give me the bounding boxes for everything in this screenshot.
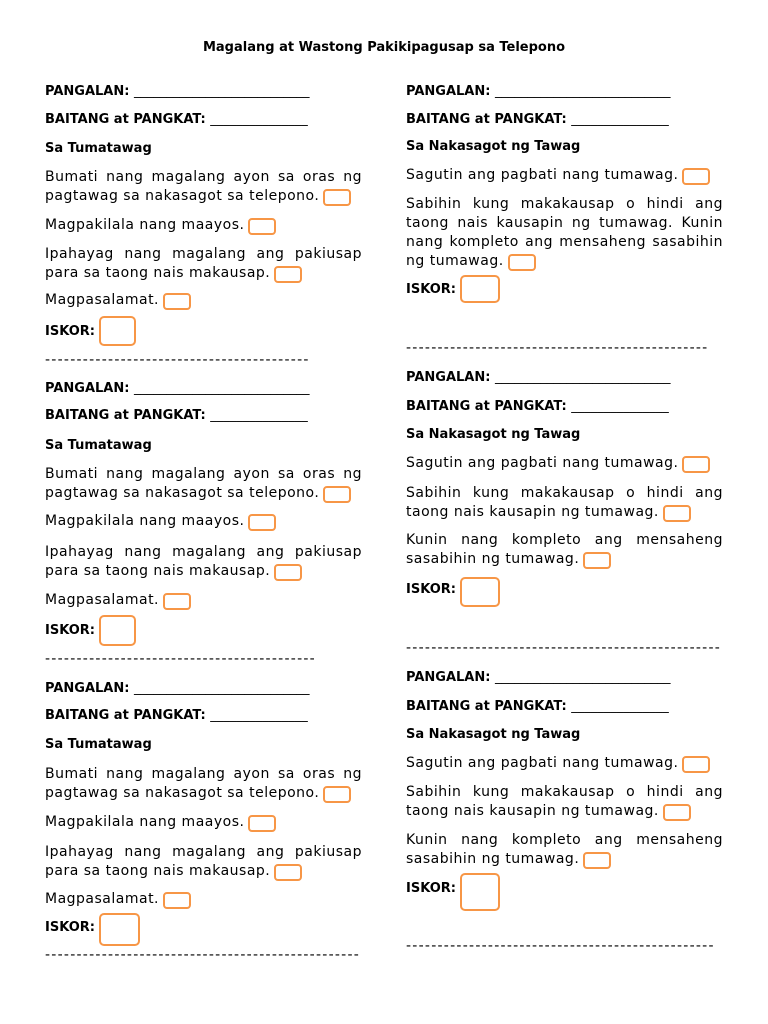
score-box: [460, 577, 500, 607]
check-box: [163, 892, 191, 909]
task-text: Sabihin kung makakausap o hindi ang taong nais kausapin ng tumawag.: [406, 784, 723, 819]
score-box: [460, 275, 500, 303]
grade-section-blank-line: _______________: [210, 408, 308, 423]
grade-section-label: BAITANG at PANGKAT:: [45, 408, 206, 423]
task-item: [45, 813, 362, 832]
name-line: [406, 668, 723, 687]
task-text: Magpasalamat.: [45, 592, 160, 608]
name-label: PANGALAN:: [45, 84, 130, 99]
task-item: [45, 843, 362, 881]
grade-section-label: BAITANG at PANGKAT:: [45, 708, 206, 723]
separator-line: -------------------------------------------------: [406, 938, 715, 954]
score-label: ISKOR:: [406, 282, 456, 297]
check-box: [323, 486, 351, 503]
section-heading: Sa Nakasagot ng Tawag: [406, 139, 581, 154]
task-text: Bumati nang magalang ayon sa oras ng pagtawag sa nakasagot sa telepono.: [45, 169, 362, 204]
score-label: ISKOR:: [406, 582, 456, 597]
name-blank-line: ___________________________: [494, 84, 671, 99]
name-label: PANGALAN:: [45, 381, 130, 396]
task-text: Sagutin ang pagbati nang tumawag.: [406, 167, 679, 183]
check-box: [682, 756, 710, 773]
task-text: Kunin nang kompleto ang mensaheng sasabihin ng tumawag.: [406, 832, 723, 867]
check-box: [663, 804, 691, 821]
task-item: [45, 245, 362, 283]
task-item: [406, 195, 723, 271]
check-box: [682, 456, 710, 473]
grade-section-label: BAITANG at PANGKAT:: [406, 399, 567, 414]
grade-section-line: [45, 706, 362, 725]
name-label: PANGALAN:: [406, 84, 491, 99]
name-label: PANGALAN:: [45, 681, 130, 696]
check-box: [248, 514, 276, 531]
check-box: [274, 266, 302, 283]
task-text: Magpakilala nang maayos.: [45, 513, 245, 529]
score-box: [99, 316, 136, 346]
task-item: [406, 531, 723, 569]
task-item: [45, 543, 362, 581]
check-box: [508, 254, 536, 271]
name-blank-line: ___________________________: [133, 681, 310, 696]
name-blank-line: ___________________________: [494, 670, 671, 685]
task-text: Ipahayag nang magalang ang pakiusap para sa taong nais makausap.: [45, 844, 362, 879]
task-item: [406, 754, 723, 773]
task-item: [406, 484, 723, 522]
task-text: Sabihin kung makakausap o hindi ang taong nais kausapin ng tumawag. Kunin nang kompleto ang mensaheng sasabihin ng tumawag.: [406, 196, 723, 269]
name-label: PANGALAN:: [406, 670, 491, 685]
task-text: Magpakilala nang maayos.: [45, 217, 245, 233]
task-item: [45, 890, 362, 909]
separator-line: --------------------------------------------------: [45, 947, 361, 963]
task-text: Magpasalamat.: [45, 891, 160, 907]
worksheet-title: Magalang at Wastong Pakikipagusap sa Telepono: [202, 40, 566, 55]
grade-section-label: BAITANG at PANGKAT:: [45, 112, 206, 127]
grade-section-line: [406, 397, 723, 416]
task-item: [45, 512, 362, 531]
check-box: [163, 293, 191, 310]
task-text: Bumati nang magalang ayon sa oras ng pagtawag sa nakasagot sa telepono.: [45, 766, 362, 801]
check-box: [583, 552, 611, 569]
score-label: ISKOR:: [45, 920, 95, 935]
name-line: [45, 679, 362, 698]
section-heading: Sa Tumatawag: [45, 737, 152, 752]
separator-line: --------------------------------------------------: [406, 640, 722, 656]
grade-section-blank-line: _______________: [210, 708, 308, 723]
check-box: [248, 815, 276, 832]
task-item: [45, 216, 362, 235]
name-blank-line: ___________________________: [133, 84, 310, 99]
section-heading: Sa Nakasagot ng Tawag: [406, 727, 581, 742]
grade-section-line: [406, 697, 723, 716]
score-label: ISKOR:: [45, 623, 95, 638]
task-text: Sabihin kung makakausap o hindi ang taong nais kausapin ng tumawag.: [406, 485, 723, 520]
grade-section-label: BAITANG at PANGKAT:: [406, 112, 567, 127]
task-text: Magpakilala nang maayos.: [45, 814, 245, 830]
grade-section-line: [45, 406, 362, 425]
score-label: ISKOR:: [406, 881, 456, 896]
grade-section-line: [45, 110, 362, 129]
grade-section-line: [406, 110, 723, 129]
score-box: [99, 615, 136, 646]
task-text: Bumati nang magalang ayon sa oras ng pagtawag sa nakasagot sa telepono.: [45, 466, 362, 501]
name-line: [45, 82, 362, 101]
task-item: [45, 591, 362, 610]
task-text: Magpasalamat.: [45, 292, 160, 308]
task-item: [45, 465, 362, 503]
section-heading: Sa Nakasagot ng Tawag: [406, 427, 581, 442]
check-box: [323, 786, 351, 803]
task-item: [45, 291, 362, 310]
check-box: [583, 852, 611, 869]
check-box: [248, 218, 276, 235]
separator-line: -------------------------------------------: [45, 651, 316, 667]
name-line: [45, 379, 362, 398]
check-box: [274, 564, 302, 581]
task-text: Ipahayag nang magalang ang pakiusap para sa taong nais makausap.: [45, 544, 362, 579]
task-item: [406, 831, 723, 869]
separator-line: ------------------------------------------------: [406, 340, 709, 356]
check-box: [163, 593, 191, 610]
section-heading: Sa Tumatawag: [45, 438, 152, 453]
grade-section-label: BAITANG at PANGKAT:: [406, 699, 567, 714]
check-box: [663, 505, 691, 522]
separator-line: ------------------------------------------: [45, 352, 310, 368]
score-label: ISKOR:: [45, 324, 95, 339]
grade-section-blank-line: _______________: [571, 399, 669, 414]
name-line: [406, 368, 723, 387]
task-item: [45, 168, 362, 206]
task-text: Sagutin ang pagbati nang tumawag.: [406, 755, 679, 771]
task-item: [406, 166, 723, 185]
task-item: [406, 454, 723, 473]
section-heading: Sa Tumatawag: [45, 141, 152, 156]
task-text: Sagutin ang pagbati nang tumawag.: [406, 455, 679, 471]
score-box: [460, 873, 500, 911]
check-box: [682, 168, 710, 185]
name-blank-line: ___________________________: [133, 381, 310, 396]
task-text: Ipahayag nang magalang ang pakiusap para sa taong nais makausap.: [45, 246, 362, 281]
check-box: [274, 864, 302, 881]
check-box: [323, 189, 351, 206]
grade-section-blank-line: _______________: [210, 112, 308, 127]
name-label: PANGALAN:: [406, 370, 491, 385]
name-blank-line: ___________________________: [494, 370, 671, 385]
score-box: [99, 913, 140, 946]
name-line: [406, 82, 723, 101]
grade-section-blank-line: _______________: [571, 699, 669, 714]
task-item: [45, 765, 362, 803]
grade-section-blank-line: _______________: [571, 112, 669, 127]
task-text: Kunin nang kompleto ang mensaheng sasabihin ng tumawag.: [406, 532, 723, 567]
task-item: [406, 783, 723, 821]
